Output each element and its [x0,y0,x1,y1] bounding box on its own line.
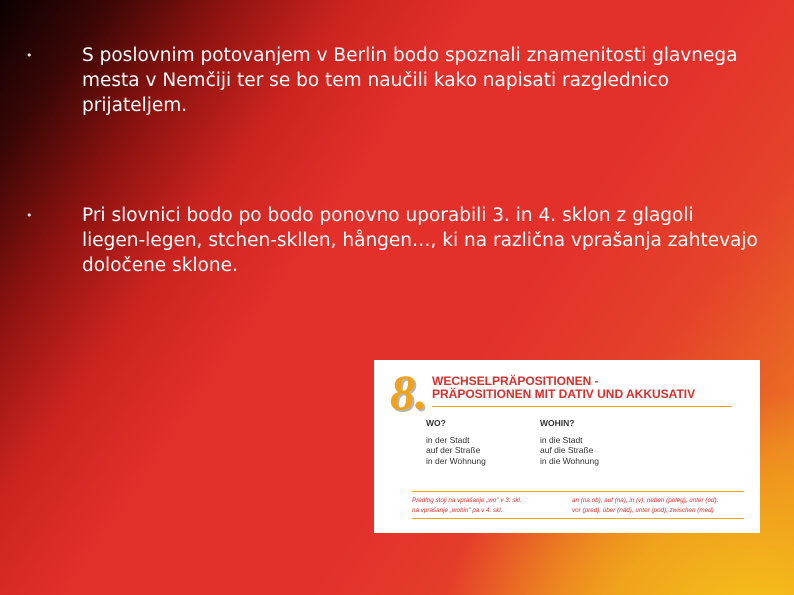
footer-right-line1: an (na ob), auf (na), in (v), neben (poleg), unter (od), [572,497,719,504]
column-item: auf die Straße [540,445,594,456]
footer-right-line2: vor (pred), über (nad), unter (pod), zwischen (med) [572,507,714,514]
card-title [432,375,752,401]
footer-left-line1: Predlog stoji na vprašanje „wo" v 3. skl. [412,497,522,504]
footer-left-line2: na vprašanje „wohin" pa v 4. skl. [412,507,503,514]
column-item: in der Wohnung [426,455,486,466]
bullet-text: S poslovnim potovanjem v Berlin bodo spoznali znamenitosti glavnega mesta v Nemčiji ter se bo tem naučili kako napisati razglednico prijateljem. [82,45,738,116]
column-item: in die Wohnung [540,455,599,466]
column-wo [426,418,546,466]
card-title-line1: WECHSELPRÄPOSITIONEN - [432,374,599,388]
bullet-text: Pri slovnici bodo po bodo ponovno uporabili 3. in 4. sklon z glagoli liegen-legen, stchen-skllen, hången…, ki na različna vprašanja zahtevajo določene sklone. [82,205,758,276]
card-footer [412,488,752,528]
column-head-wohin: WOHIN? [540,418,575,428]
column-head-wo: WO? [426,418,446,428]
column-item: in der Stadt [426,434,470,445]
footer-prepositions-list [572,496,752,516]
card-title-line2: PRÄPOSITIONEN MIT DATIV UND AKKUSATIV [432,387,696,401]
card-number: 8. [390,364,428,420]
column-item: in die Stadt [540,434,583,445]
card-divider [432,406,732,407]
column-wohin [540,418,660,466]
footer-top-rule [412,491,744,492]
bullet-marker: • [26,209,33,222]
column-item: auf der Straße [426,445,481,456]
footer-rule-text [412,496,562,516]
bullet-marker: • [26,49,33,62]
bullet-item-business-trip [26,43,762,118]
prepositions-card-image [374,360,760,533]
footer-bottom-rule [412,518,744,519]
bullet-item-grammar [26,203,762,278]
